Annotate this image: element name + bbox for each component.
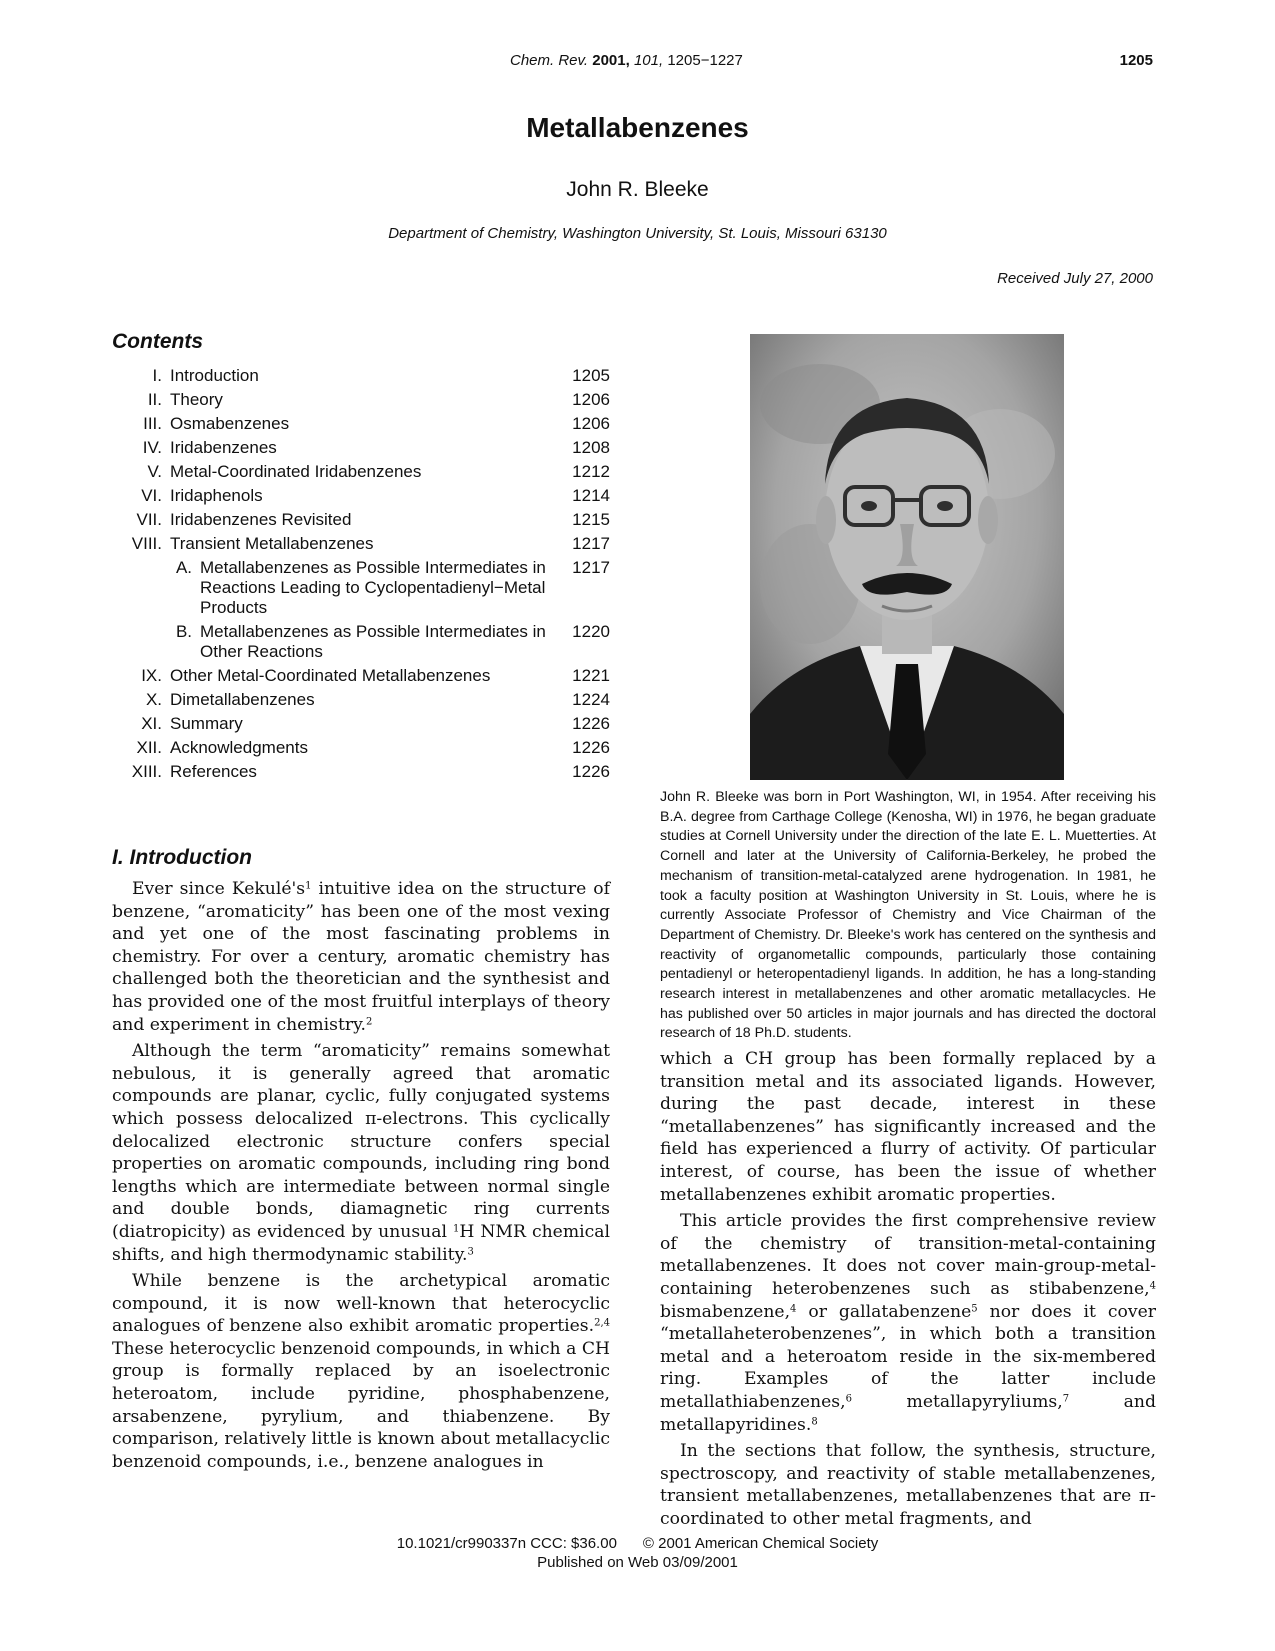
toc-entry: IX. Other Metal-Coordinated Metallabenzenes 1221 [141, 666, 610, 685]
received-date: Received July 27, 2000 [997, 270, 1153, 287]
toc-entry: X. Dimetallabenzenes 1224 [145, 690, 610, 709]
toc-entry: V. Metal-Coordinated Iridabenzenes 1212 [147, 462, 610, 481]
published-date: Published on Web 03/09/2001 [537, 1554, 738, 1571]
contents-heading: Contents [112, 330, 203, 353]
paragraph: Ever since $Kekulé's^1$ intuitive idea on the structure of benzene, “aromaticity” has been one of the most vexing and yet one of the most fascinating problems in chemistry. For over a century, aromatic chemistry has challenged both the theoretician and the synthesist and has provided one of the most fruitful interplays of theory and experiment in chemistry.$^2$ [112, 879, 610, 1035]
toc-subentry: B. Metallabenzenes as Possible Intermediates in Other Reactions 1220 [175, 622, 610, 661]
toc-entry: II. Theory 1206 [147, 390, 610, 409]
author-name: John R. Bleeke [566, 178, 709, 201]
article-title: Metallabenzenes [526, 112, 749, 143]
toc-entry: VIII. Transient Metallabenzenes 1217 [131, 534, 610, 553]
journal-reference: Chem. Rev. 2001, 101, 1205−1227 [510, 52, 743, 69]
toc-entry: XI. Summary 1226 [141, 714, 610, 733]
right-column-body [660, 1048, 1156, 1534]
page-number: 1205 [1119, 52, 1153, 69]
paragraph: which a CH group has been formally replaced by a transition metal and its associated ligands. However, during the past decade, interest in these “metallabenzenes” has significantly increased and the field has experienced a flurry of activity. Of particular interest, of course, has been the issue of whether metallabenzenes exhibit aromatic properties. [660, 1049, 1156, 1205]
toc-entry: XII. Acknowledgments 1226 [136, 738, 610, 757]
author-biography: John R. Bleeke was born in Port Washington, WI, in 1954. After receiving his B.A. degree from Carthage College (Kenosha, WI) in 1976, he began graduate studies at Cornell University under the direction of the late E. L. Muetterties. At Cornell and later at the University of California-Berkeley, he probed the mechanism of transition-metal-catalyzed arene hydrogenation. In 1981, he took a faculty position at Washington University in St. Louis, where he is currently Associate Professor of Chemistry and Vice Chairman of the Department of Chemistry. Dr. Bleeke's work has centered on the synthesis and reactivity of organometallic compounds, particularly those containing pentadienyl or heteropentadienyl ligands. In addition, he has a long-standing research interest in metallabenzenes and other aromatic metallacycles. He has published over 50 articles in major journals and has directed the doctoral research of 18 Ph.D. students. [660, 789, 1156, 1042]
toc-entry: I. Introduction 1205 [152, 366, 610, 385]
author-affiliation: Department of Chemistry, Washington University, St. Louis, Missouri 63130 [388, 225, 887, 242]
paragraph: Although the term “aromaticity” remains somewhat nebulous, it is generally agreed that aromatic compounds are planar, cyclic, fully conjugated systems which possess delocalized π-electrons. This cyclically delocalized electronic structure confers special properties on aromatic compounds, including ring bond lengths which are intermediate between normal single and double bonds, diamagnetic ring currents (diatropicity) as evidenced by unusual $^1$H NMR chemical shifts, and high thermodynamic stability.$^3$ [112, 1041, 611, 1265]
section-heading-introduction: I. Introduction [112, 846, 252, 869]
toc-entry: VI. Iridaphenols 1214 [141, 486, 610, 505]
left-column-body [112, 878, 610, 1477]
author-portrait [750, 334, 1064, 780]
toc-subentry: A. Metallabenzenes as Possible Intermediates in Reactions Leading to Cyclopentadienyl−Metal Products 1217 [175, 558, 610, 617]
page-footer [0, 1534, 1275, 1572]
paragraph: This article provides the first comprehensive review of the chemistry of transition-metal-containing metallabenzenes. It does not cover main-group-metal-containing heterobenzenes such as stibabenzene,$^4$ bismabenzene,$^4$ or gallatabenzene$^5$ nor does it cover “metallaheterobenzenes”, in which both a transition metal and a heteroatom reside in the six-membered ring. Examples of the latter include metallathiabenzenes,$^6$ metallapyryliums,$^7$ and metallapyridines.$^8$ [660, 1211, 1156, 1435]
toc-entry: III. Osmabenzenes 1206 [143, 414, 610, 433]
toc-entry: VII. Iridabenzenes Revisited 1215 [136, 510, 610, 529]
toc-entry: IV. Iridabenzenes 1208 [142, 438, 610, 457]
paragraph: In the sections that follow, the synthesis, structure, spectroscopy, and reactivity of stable metallabenzenes, transient metallabenzenes, metallabenzenes that are π-coordinated to other metal fragments, and [660, 1441, 1156, 1529]
footer-line [0, 1534, 1275, 1553]
paragraph: While benzene is the archetypical aromatic compound, it is now well-known that heterocyclic analogues of benzene also exhibit aromatic properties.$^{2,4}$ These heterocyclic benzenoid compounds, in which a CH group is formally replaced by an isoelectronic heteroatom, include pyridine, phosphabenzene, arsabenzene, pyrylium, and thiabenzene. By comparison, relatively little is known about metallacyclic benzenoid compounds, i.e., benzene analogues in [112, 1271, 610, 1472]
toc-entry: XIII. References 1226 [131, 762, 610, 781]
doi: 10.1021/cr990337n CCC: $36.00 [396, 1535, 617, 1552]
copyright: © 2001 American Chemical Society [642, 1535, 879, 1552]
table-of-contents [112, 366, 610, 786]
